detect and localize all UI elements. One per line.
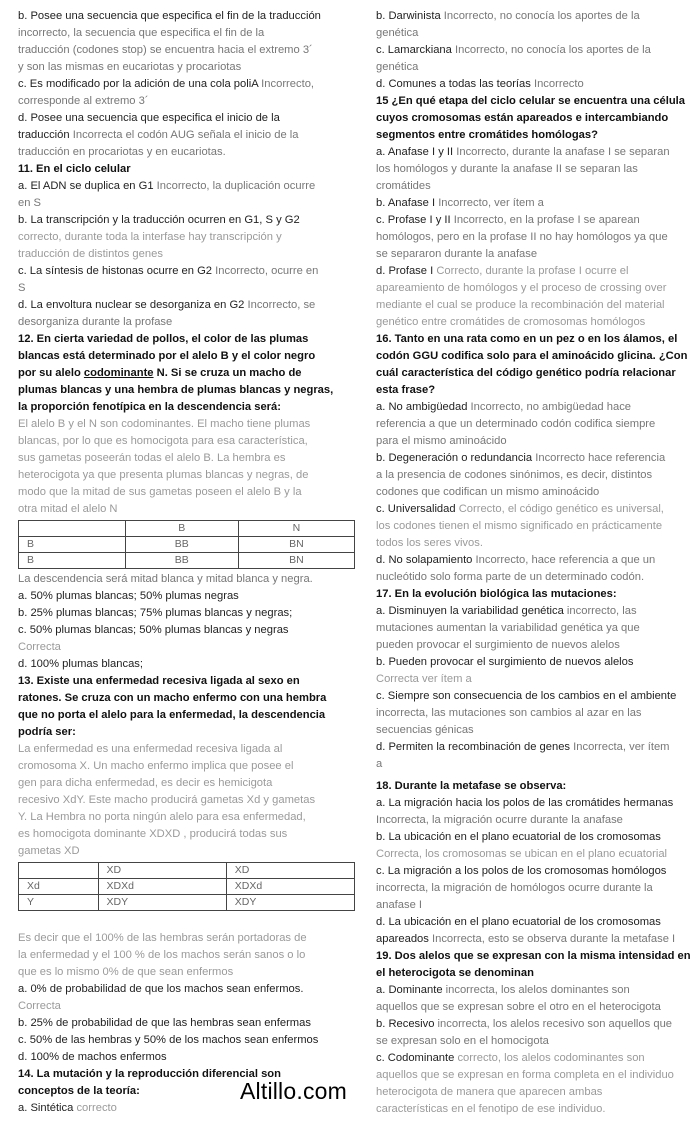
text-line: nucleótido solo forma parte de un determinado codón. [376,571,645,583]
punnett-square-12 [18,520,355,569]
question-16: codón GGU codifica solo para el aminoácido glicina. ¿Con [376,350,688,362]
text-line [376,212,694,229]
answer-feedback: Incorrecta el codón AUG señala el inicio de la [69,129,299,141]
text-line [376,42,694,59]
text-line [376,8,694,25]
text-line: d. Posee una secuencia que especifica el inicio de la [18,112,280,124]
answer-option: d. 100% plumas blancas; [18,658,144,670]
text-line [376,931,694,948]
answer-option: a. No ambigüedad [376,401,468,413]
answer-feedback: Incorrecto, no conocía los aportes de la [451,44,651,56]
text-line: a la presencia de codones sinónimos, es decir, distintos [376,469,653,481]
answer-option: traducción [18,129,70,141]
explanation-text: modo que la mitad de sus gametas poseen el alelo B y la [18,486,302,498]
answer-option: a. Disminuyen [376,605,447,617]
punnett-square-13 [18,862,355,911]
table-cell: B [19,537,126,553]
answer-option: b. La transcripción y la traducción ocurren en G1, S y G2 [18,214,300,226]
answer-feedback: incorrecta, las mutaciones son cambios al azar en las [376,707,642,719]
answer-option: a. 50% plumas blancas; 50% plumas negras [18,590,239,602]
question-13: ratones. Se cruza con un macho enfermo con una hembra [18,692,327,704]
answer-feedback: incorrecta, los alelos dominantes son [442,984,630,996]
answer-option: b. 25% plumas blancas; 75% plumas blancas y negras; [18,607,293,619]
table-cell: XDY [226,895,354,911]
answer-option: a. Dominante [376,984,443,996]
answer-option: b. Darwinista [376,10,441,22]
table-cell: BN [238,537,354,553]
text-line [376,263,694,280]
text-line [376,1050,694,1067]
question-19: el heterocigota se denominan [376,967,534,979]
table-cell: Xd [19,879,99,895]
answer-feedback: Incorrecta, ver ítem [570,741,670,753]
answer-feedback: Incorrecto, [258,78,315,90]
answer-option: b. Anafase I [376,197,436,209]
text-line: S [18,282,26,294]
question-16: cuál característica del código genético podría relacionar [376,367,676,379]
question-11: 11. En el ciclo celular [18,163,131,175]
text-line: homólogos, pero en la profase II no hay homólogos ya que [376,231,668,243]
answer-feedback: Incorrecto, hace referencia a que un [472,554,656,566]
text-line: aquellos que se expresan sobre el otro en el heterocigota [376,1001,661,1013]
answer-option: c. Lamarckiana [376,44,452,56]
answer-option: a. La migración hacia los polos de las cromátides hermanas [376,797,674,809]
answer-option: d. Comunes a todas las teorías [376,78,531,90]
text-line [18,297,358,314]
text-line: pueden provocar el surgimiento de nuevos alelos [376,639,620,651]
left-column [18,8,358,1117]
question-14: 14. La mutación y la reproducción diferencial son [18,1068,281,1080]
table-cell: XDY [98,895,226,911]
text-line [376,739,694,756]
question-15: cuyos cromosomas están apareados e intercambiando [376,112,669,124]
text-line [376,552,694,569]
table-cell: BN [238,553,354,569]
question-text: por su alelo [18,367,84,379]
text-line: apareamiento de homólogos y el proceso de crossing over [376,282,667,294]
explanation-text: la enfermedad y el 100 % de los machos serán sanos o lo [18,949,306,961]
explanation-text: Y. La Hembra no porta ningún alelo para esa enfermedad, [18,811,306,823]
text-line: genética [376,27,419,39]
answer-feedback: Incorrecta, la migración ocurre durante la anafase [376,814,623,826]
answer-feedback: Correcto, durante la profase I ocurre el [433,265,629,277]
answer-option: b. Pueden provocar el surgimiento de nuevos alelos [376,656,634,668]
answer-feedback: Correcta [18,1000,61,1012]
text-line: referencia a que un determinado codón codifica siempre [376,418,656,430]
text-line: se separaron durante la anafase [376,248,538,260]
text-line: heterocigota de manera que aparecen ambas [376,1086,603,1098]
text-line: se expresan solo en el homocigota [376,1035,549,1047]
question-14: conceptos de la teoría: [18,1085,140,1097]
question-12: plumas blancas y una hembra de plumas blancas y negras, [18,384,334,396]
answer-feedback: Incorrecto, en la profase I se aparean [450,214,640,226]
text-line [376,982,694,999]
answer-feedback: Incorrecto [530,78,584,90]
text-line [18,76,358,93]
answer-option: c. Es modificado por la adición de una cola poliA [18,78,259,90]
question-12 [18,365,358,382]
text-line: aquellos que se expresan en forma completa en el individuo [376,1069,674,1081]
text-line: y son las mismas en eucariotas y procariotas [18,61,242,73]
answer-option: b. 25% de probabilidad de que las hembras sean enfermas [18,1017,311,1029]
spacer [18,913,358,930]
explanation-text: cromosoma X. Un macho enfermo implica que posee el [18,760,294,772]
table-cell [19,521,126,537]
explanation-text: sus gametas poseerán todas el alelo B. La hembra es [18,452,286,464]
answer-feedback: Correcto, el código genético es universal, [455,503,664,515]
answer-option: a. 0% de probabilidad de que los machos sean enfermos. [18,983,304,995]
text-line [376,76,694,93]
answer-option: a. Anafase I y II [376,146,454,158]
answer-option: a. Sintética [18,1102,74,1114]
text-line [376,450,694,467]
text-line [18,178,358,195]
answer-feedback: Incorrecto, ver ítem a [435,197,544,209]
answer-option: a. El ADN se duplica en G1 [18,180,154,192]
answer-option: c. Siempre son consecuencia de los cambios en el ambiente [376,690,677,702]
text-line [376,195,694,212]
question-16: esta frase? [376,384,436,396]
explanation-text: que es lo mismo 0% de que sean enfermos [18,966,234,978]
answer-feedback: traducción de distintos genes [18,248,163,260]
answer-option: apareados [376,933,429,945]
answer-option: d. La envoltura nuclear se desorganiza en G2 [18,299,245,311]
text-line: genética [376,61,419,73]
text-line [376,399,694,416]
question-17: 17. En la evolución biológica las mutaciones: [376,588,617,600]
text-line: b. Posee una secuencia que especifica el fin de la traducción [18,10,321,22]
answer-feedback: Correcta [18,641,61,653]
answer-option: b. Degeneración o redundancia [376,452,533,464]
text-line [376,144,694,161]
explanation-text: heterocigota ya que presenta plumas blancas y negras, de [18,469,309,481]
text-line: mediante el cual se produce la recombinación del material [376,299,665,311]
question-13: que no porta el alelo para la enfermedad, la descendencia [18,709,326,721]
question-19: 19. Dos alelos que se expresan con la misma intensidad en [376,950,691,962]
answer-option: d. 100% de machos enfermos [18,1051,167,1063]
question-text: N. Si se cruza un macho de [153,367,302,379]
answer-option: c. 50% de las hembras y 50% de los machos sean enfermos [18,1034,319,1046]
answer-option: b. La ubicación en el plano ecuatorial de los cromosomas [376,831,661,843]
answer-feedback: Incorrecto, ocurre en [212,265,319,277]
question-15: segmentos entre cromátides homólogas? [376,129,598,141]
text-line: mutaciones aumentan la variabilidad genética ya que [376,622,640,634]
answer-option: c. Universalidad [376,503,456,515]
explanation-text: Es decir que el 100% de las hembras serán portadoras de [18,932,307,944]
text-line: para el mismo aminoácido [376,435,507,447]
answer-feedback: Incorrecto hace referencia [532,452,666,464]
text-line: en S [18,197,42,209]
answer-option: d. Permiten la recombinación de genes [376,741,571,753]
table-cell: XD [98,863,226,879]
question-12: la proporción fenotípica en la descendencia será: [18,401,281,413]
text-line [376,603,694,620]
explanation-text: gen para dicha enfermedad, es decir es hemicigota [18,777,273,789]
table-cell: Y [19,895,99,911]
text-line [18,263,358,280]
text-line [376,501,694,518]
explanation-text: blancas, por lo que es homocigota para esa característica, [18,435,308,447]
answer-option: c. 50% plumas blancas; 50% plumas blancas y negras [18,624,289,636]
right-column [376,8,694,1118]
table-cell: XDXd [226,879,354,895]
answer-option: d. No solapamiento [376,554,473,566]
table-cell: BB [125,553,238,569]
answer-option: la variabilidad genética [446,605,564,617]
answer-option: b. Recesivo [376,1018,435,1030]
table-cell: N [238,521,354,537]
text-line: desorganiza durante la profase [18,316,173,328]
explanation-text: es homocigota dominante XDXD , producirá todas sus [18,828,288,840]
table-cell [19,863,99,879]
answer-option: c. Codominante [376,1052,455,1064]
table-cell: XD [226,863,354,879]
text-line [18,127,358,144]
text-line: incorrecto, la secuencia que especifica el fin de la [18,27,265,39]
question-12: blancas está determinado por el alelo B y el color negro [18,350,316,362]
answer-feedback: Incorrecto, durante la anafase I se separan [453,146,670,158]
answer-feedback: Incorrecto, no conocía los aportes de la [440,10,640,22]
answer-feedback: Correcta, los cromosomas se ubican en el plano ecuatorial [376,848,668,860]
question-18: 18. Durante la metafase se observa: [376,780,567,792]
explanation-text: otra mitad el alelo N [18,503,118,515]
text-line [376,1016,694,1033]
answer-option: c. Profase I y II [376,214,451,226]
answer-feedback: Incorrecto, la duplicación ocurre [153,180,316,192]
answer-feedback: incorrecto, las [563,605,637,617]
answer-feedback: secuencias génicas [376,724,474,736]
text-line: los codones tienen el mismo significado en prácticamente [376,520,663,532]
answer-option: c. La síntesis de histonas ocurre en G2 [18,265,213,277]
question-13: 13. Existe una enfermedad recesiva ligada al sexo en [18,675,300,687]
answer-feedback: correcto, durante toda la interfase hay transcripción y [18,231,282,243]
explanation-text: La descendencia será mitad blanca y mitad blanca y negra. [18,573,313,585]
text-line: genético entre cromátides de cromosomas homólogos [376,316,646,328]
answer-feedback: correcto, los alelos codominantes son [454,1052,645,1064]
underlined-term: codominante [83,367,154,379]
answer-option: d. La ubicación en el plano ecuatorial de los cromosomas [376,916,661,928]
text-line: características en el fenotipo de ese individuo. [376,1103,606,1115]
text-line: traducción en procariotas y en eucariotas. [18,146,226,158]
text-line: todos los seres vivos. [376,537,483,549]
answer-option: c. La migración a los polos de los cromosomas homólogos [376,865,667,877]
text-line: corresponde al extremo 3´ [18,95,149,107]
answer-feedback: correcto [73,1102,117,1114]
answer-feedback: Incorrecta, esto se observa durante la metafase I [428,933,676,945]
explanation-text: gametas XD [18,845,80,857]
answer-option: d. Profase I [376,265,434,277]
explanation-text: recesivo XdY. Este macho producirá gametas Xd y gametas [18,794,316,806]
answer-feedback: Correcta ver ítem a [376,673,472,685]
question-15: 15 ¿En qué etapa del ciclo celular se encuentra una célula [376,95,686,107]
text-line: traducción (codones stop) se encuentra hacia el extremo 3´ [18,44,313,56]
table-cell: XDXd [98,879,226,895]
text-line: cromátides [376,180,431,192]
answer-feedback: anafase I [376,899,423,911]
text-line: los homólogos y durante la anafase II se separan las [376,163,638,175]
explanation-text: La enfermedad es una enfermedad recesiva ligada al [18,743,283,755]
answer-feedback: incorrecta, la migración de homólogos ocurre durante la [376,882,653,894]
table-cell: BB [125,537,238,553]
text-line: codones que codifican un mismo aminoácido [376,486,600,498]
question-16: 16. Tanto en una rata como en un pez o en los álamos, el [376,333,678,345]
watermark-text: Altillo.com [240,1078,348,1104]
question-13: podría ser: [18,726,76,738]
table-cell: B [125,521,238,537]
explanation-text: El alelo B y el N son codominantes. El macho tiene plumas [18,418,311,430]
table-cell: B [19,553,126,569]
answer-feedback: incorrecta, los alelos recesivo son aquellos que [434,1018,673,1030]
answer-feedback: Incorrecto, no ambigüedad hace [467,401,632,413]
answer-feedback: Incorrecto, se [244,299,316,311]
question-12: 12. En cierta variedad de pollos, el color de las plumas [18,333,309,345]
text-line: a [376,758,383,770]
